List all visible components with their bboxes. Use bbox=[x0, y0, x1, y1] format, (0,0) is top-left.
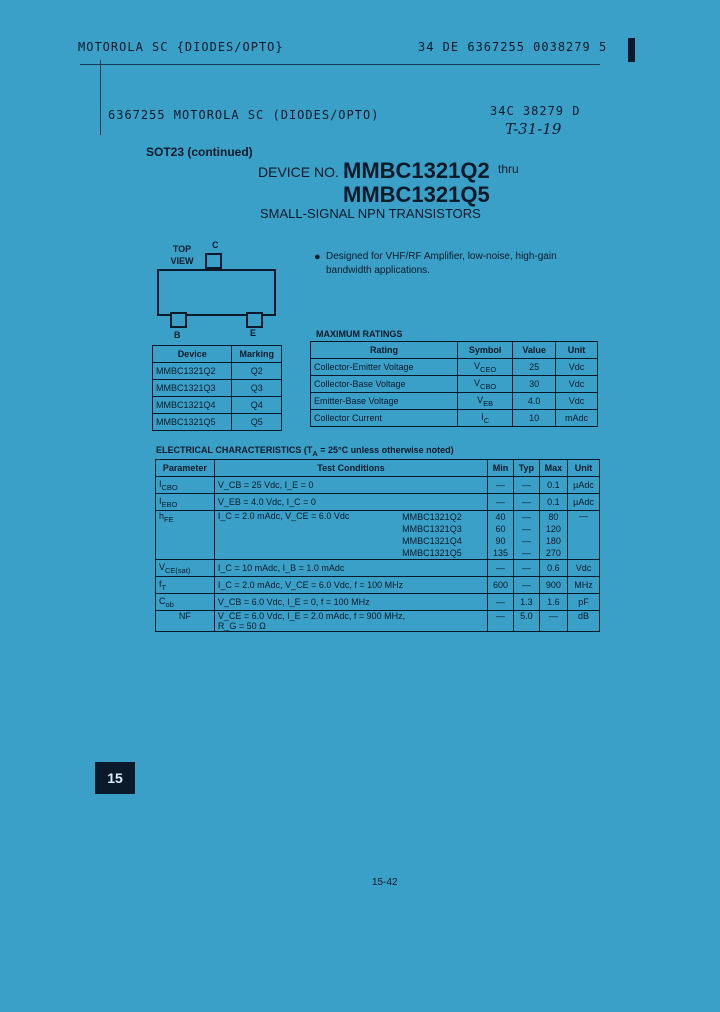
subtitle: SMALL-SIGNAL NPN TRANSISTORS bbox=[260, 206, 481, 221]
cell-unit: Vdc bbox=[568, 560, 600, 577]
cell-max: 0.6 bbox=[539, 560, 567, 577]
table-row bbox=[153, 397, 282, 414]
cell-unit: Vdc bbox=[555, 393, 597, 410]
col-value: Value bbox=[513, 342, 556, 359]
cell-unit: dB bbox=[568, 611, 600, 632]
cell-cond: V_CB = 25 Vdc, I_E = 0 bbox=[214, 477, 487, 494]
cell-max: 1.6 bbox=[539, 594, 567, 611]
table-row bbox=[311, 393, 598, 410]
cell-device: MMBC1321Q4 bbox=[153, 397, 232, 414]
cell-typ: — bbox=[514, 577, 540, 594]
max-ratings-table bbox=[310, 341, 598, 427]
cell-value: 25 bbox=[513, 359, 556, 376]
symbol-sub: C bbox=[483, 415, 490, 425]
cell-cond: V_EB = 4.0 Vdc, I_C = 0 bbox=[214, 494, 487, 511]
header-second-right: 34C 38279 D bbox=[490, 104, 581, 118]
col-rating: Rating bbox=[311, 342, 458, 359]
cell-value: 4.0 bbox=[513, 393, 556, 410]
param-main: V bbox=[159, 561, 166, 572]
cell-typ: 5.0 bbox=[514, 611, 540, 632]
table-row bbox=[156, 511, 600, 524]
cell-min: 600 bbox=[488, 577, 514, 594]
cell-min: 60 bbox=[488, 523, 514, 535]
cell-min: — bbox=[488, 477, 514, 494]
pin-b bbox=[170, 312, 187, 328]
bullet-dot-icon: ● bbox=[314, 251, 321, 263]
cell-param bbox=[156, 477, 215, 494]
cell-symbol bbox=[458, 359, 513, 376]
marking-table bbox=[152, 345, 282, 431]
page-number: 15-42 bbox=[372, 877, 398, 888]
section-badge: 15 bbox=[95, 762, 135, 794]
cell-cond: I_C = 2.0 mAdc, V_CE = 6.0 Vdc bbox=[214, 511, 399, 560]
cell-cond bbox=[214, 611, 487, 632]
param-sub: FE bbox=[164, 514, 174, 524]
col-typ: Typ bbox=[514, 460, 540, 477]
table-row bbox=[156, 611, 600, 632]
col-marking: Marking bbox=[232, 346, 282, 363]
cell-unit: µAdc bbox=[568, 494, 600, 511]
cell-min: 135 bbox=[488, 547, 514, 560]
cell-device: MMBC1321Q3 bbox=[153, 380, 232, 397]
cell-rating: Collector-Emitter Voltage bbox=[311, 359, 458, 376]
col-parameter: Parameter bbox=[156, 460, 215, 477]
table-row bbox=[153, 414, 282, 431]
header-top-right: 34 DE 6367255 0038279 5 bbox=[418, 40, 608, 54]
param-main: I bbox=[159, 495, 162, 506]
param-sub: CBO bbox=[161, 482, 178, 492]
elec-title-post: = 25°C unless otherwise noted) bbox=[317, 445, 454, 455]
cell-param bbox=[156, 594, 215, 611]
cell-marking: Q3 bbox=[232, 380, 282, 397]
param-sub: CE(sat) bbox=[165, 565, 191, 575]
symbol-main: V bbox=[474, 360, 481, 371]
cell-typ: — bbox=[514, 511, 540, 524]
pin-e-label: E bbox=[250, 328, 257, 338]
symbol-main: V bbox=[477, 394, 484, 405]
col-unit: Unit bbox=[568, 460, 600, 477]
cell-typ: — bbox=[514, 477, 540, 494]
cell-max: 180 bbox=[539, 535, 567, 547]
pin-b-label: B bbox=[174, 330, 181, 340]
cell-typ: — bbox=[514, 560, 540, 577]
package-label: SOT23 (continued) bbox=[146, 145, 253, 159]
symbol-sub: CBO bbox=[480, 381, 497, 391]
cell-min: — bbox=[488, 611, 514, 632]
pin-c bbox=[205, 253, 222, 269]
cell-max: 80 bbox=[539, 511, 567, 524]
cell-device: MMBC1321Q5 bbox=[153, 414, 232, 431]
registration-bar bbox=[628, 38, 635, 62]
cell-marking: Q5 bbox=[232, 414, 282, 431]
cell-device: MMBC1321Q2 bbox=[399, 511, 487, 524]
cell-cond: V_CB = 6.0 Vdc, I_E = 0, f = 100 MHz bbox=[214, 594, 487, 611]
col-min: Min bbox=[488, 460, 514, 477]
cell-symbol bbox=[458, 376, 513, 393]
cell-unit: Vdc bbox=[555, 376, 597, 393]
cell-device: MMBC1321Q2 bbox=[153, 363, 232, 380]
cell-unit: Vdc bbox=[555, 359, 597, 376]
handwritten-note: T-31-19 bbox=[505, 120, 562, 138]
elec-title-pre: ELECTRICAL CHARACTERISTICS (T bbox=[156, 445, 313, 455]
top-view-label: TOP VIEW bbox=[170, 244, 194, 266]
param-main: f bbox=[159, 578, 162, 589]
table-row bbox=[311, 359, 598, 376]
cell-max: — bbox=[539, 611, 567, 632]
cond-line-2: R_G = 50 Ω bbox=[217, 621, 266, 631]
device-last: MMBC1321Q5 bbox=[343, 182, 490, 207]
table-row bbox=[156, 560, 600, 577]
col-unit: Unit bbox=[555, 342, 597, 359]
cell-max: 0.1 bbox=[539, 477, 567, 494]
table-row bbox=[156, 477, 600, 494]
feature-text: Designed for VHF/RF Amplifier, low-noise, high-gain bandwidth applications. bbox=[326, 251, 557, 276]
table-header-row bbox=[311, 342, 598, 359]
col-conditions: Test Conditions bbox=[214, 460, 487, 477]
symbol-sub: CEO bbox=[480, 364, 497, 374]
cell-typ: — bbox=[514, 547, 540, 560]
table-row bbox=[156, 494, 600, 511]
elec-table bbox=[155, 459, 600, 632]
param-main: C bbox=[159, 595, 166, 606]
header-top-left: MOTOROLA SC {DIODES/OPTO} bbox=[78, 40, 284, 54]
thru-label: thru bbox=[498, 162, 519, 176]
cell-typ: — bbox=[514, 535, 540, 547]
elec-title bbox=[156, 445, 454, 458]
table-row bbox=[311, 376, 598, 393]
cell-rating: Collector Current bbox=[311, 410, 458, 427]
cell-max: 120 bbox=[539, 523, 567, 535]
cell-cond: I_C = 2.0 mAdc, V_CE = 6.0 Vdc, f = 100 MHz bbox=[214, 577, 487, 594]
table-row bbox=[156, 577, 600, 594]
cell-unit: pF bbox=[568, 594, 600, 611]
cell-rating: Emitter-Base Voltage bbox=[311, 393, 458, 410]
device-first: MMBC1321Q2 bbox=[343, 158, 490, 183]
device-label: DEVICE NO. bbox=[258, 164, 339, 180]
cell-device: MMBC1321Q4 bbox=[399, 535, 487, 547]
col-max: Max bbox=[539, 460, 567, 477]
symbol-sub: EB bbox=[483, 398, 494, 408]
symbol-main: V bbox=[474, 377, 481, 388]
col-symbol: Symbol bbox=[458, 342, 513, 359]
cell-param bbox=[156, 494, 215, 511]
table-row bbox=[153, 380, 282, 397]
header-divider bbox=[80, 64, 600, 65]
cell-symbol bbox=[458, 393, 513, 410]
cell-unit: µAdc bbox=[568, 477, 600, 494]
table-row bbox=[153, 363, 282, 380]
cell-param bbox=[156, 560, 215, 577]
elec-title-sub: A bbox=[312, 448, 318, 458]
table-header-row bbox=[156, 460, 600, 477]
cell-marking: Q4 bbox=[232, 397, 282, 414]
cell-marking: Q2 bbox=[232, 363, 282, 380]
cell-device: MMBC1321Q5 bbox=[399, 547, 487, 560]
param-sub: EBO bbox=[161, 499, 178, 509]
param-sub: T bbox=[161, 582, 167, 592]
cell-max: 0.1 bbox=[539, 494, 567, 511]
table-row bbox=[311, 410, 598, 427]
cell-max: 270 bbox=[539, 547, 567, 560]
param-sub: ob bbox=[165, 599, 174, 609]
cell-min: — bbox=[488, 560, 514, 577]
cell-device: MMBC1321Q3 bbox=[399, 523, 487, 535]
header-second-left: 6367255 MOTOROLA SC (DIODES/OPTO) bbox=[108, 108, 380, 122]
margin-line bbox=[100, 60, 101, 135]
cell-typ: — bbox=[514, 523, 540, 535]
package-body bbox=[157, 269, 276, 316]
cell-min: — bbox=[488, 594, 514, 611]
param-main: I bbox=[159, 478, 162, 489]
cell-typ: — bbox=[514, 494, 540, 511]
cell-typ: 1.3 bbox=[514, 594, 540, 611]
cell-param bbox=[156, 577, 215, 594]
col-device: Device bbox=[153, 346, 232, 363]
cell-cond: I_C = 10 mAdc, I_B = 1.0 mAdc bbox=[214, 560, 487, 577]
table-row bbox=[156, 594, 600, 611]
cell-unit: mAdc bbox=[555, 410, 597, 427]
cell-value: 10 bbox=[513, 410, 556, 427]
cell-unit: MHz bbox=[568, 577, 600, 594]
param-main: h bbox=[159, 511, 165, 521]
cell-max: 900 bbox=[539, 577, 567, 594]
cell-value: 30 bbox=[513, 376, 556, 393]
feature-bullet bbox=[314, 250, 574, 278]
max-ratings-title: MAXIMUM RATINGS bbox=[316, 329, 403, 339]
cell-unit: — bbox=[568, 511, 600, 560]
cell-symbol bbox=[458, 410, 513, 427]
cell-min: — bbox=[488, 494, 514, 511]
cond-line-1: V_CE = 6.0 Vdc, I_E = 2.0 mAdc, f = 900 MHz, bbox=[217, 611, 406, 621]
cell-min: 40 bbox=[488, 511, 514, 524]
cell-rating: Collector-Base Voltage bbox=[311, 376, 458, 393]
pin-e bbox=[246, 312, 263, 328]
cell-param: NF bbox=[156, 611, 215, 632]
cell-min: 90 bbox=[488, 535, 514, 547]
symbol-main: I bbox=[481, 411, 484, 422]
pin-c-label: C bbox=[212, 240, 219, 250]
cell-param bbox=[156, 511, 215, 560]
table-header-row bbox=[153, 346, 282, 363]
